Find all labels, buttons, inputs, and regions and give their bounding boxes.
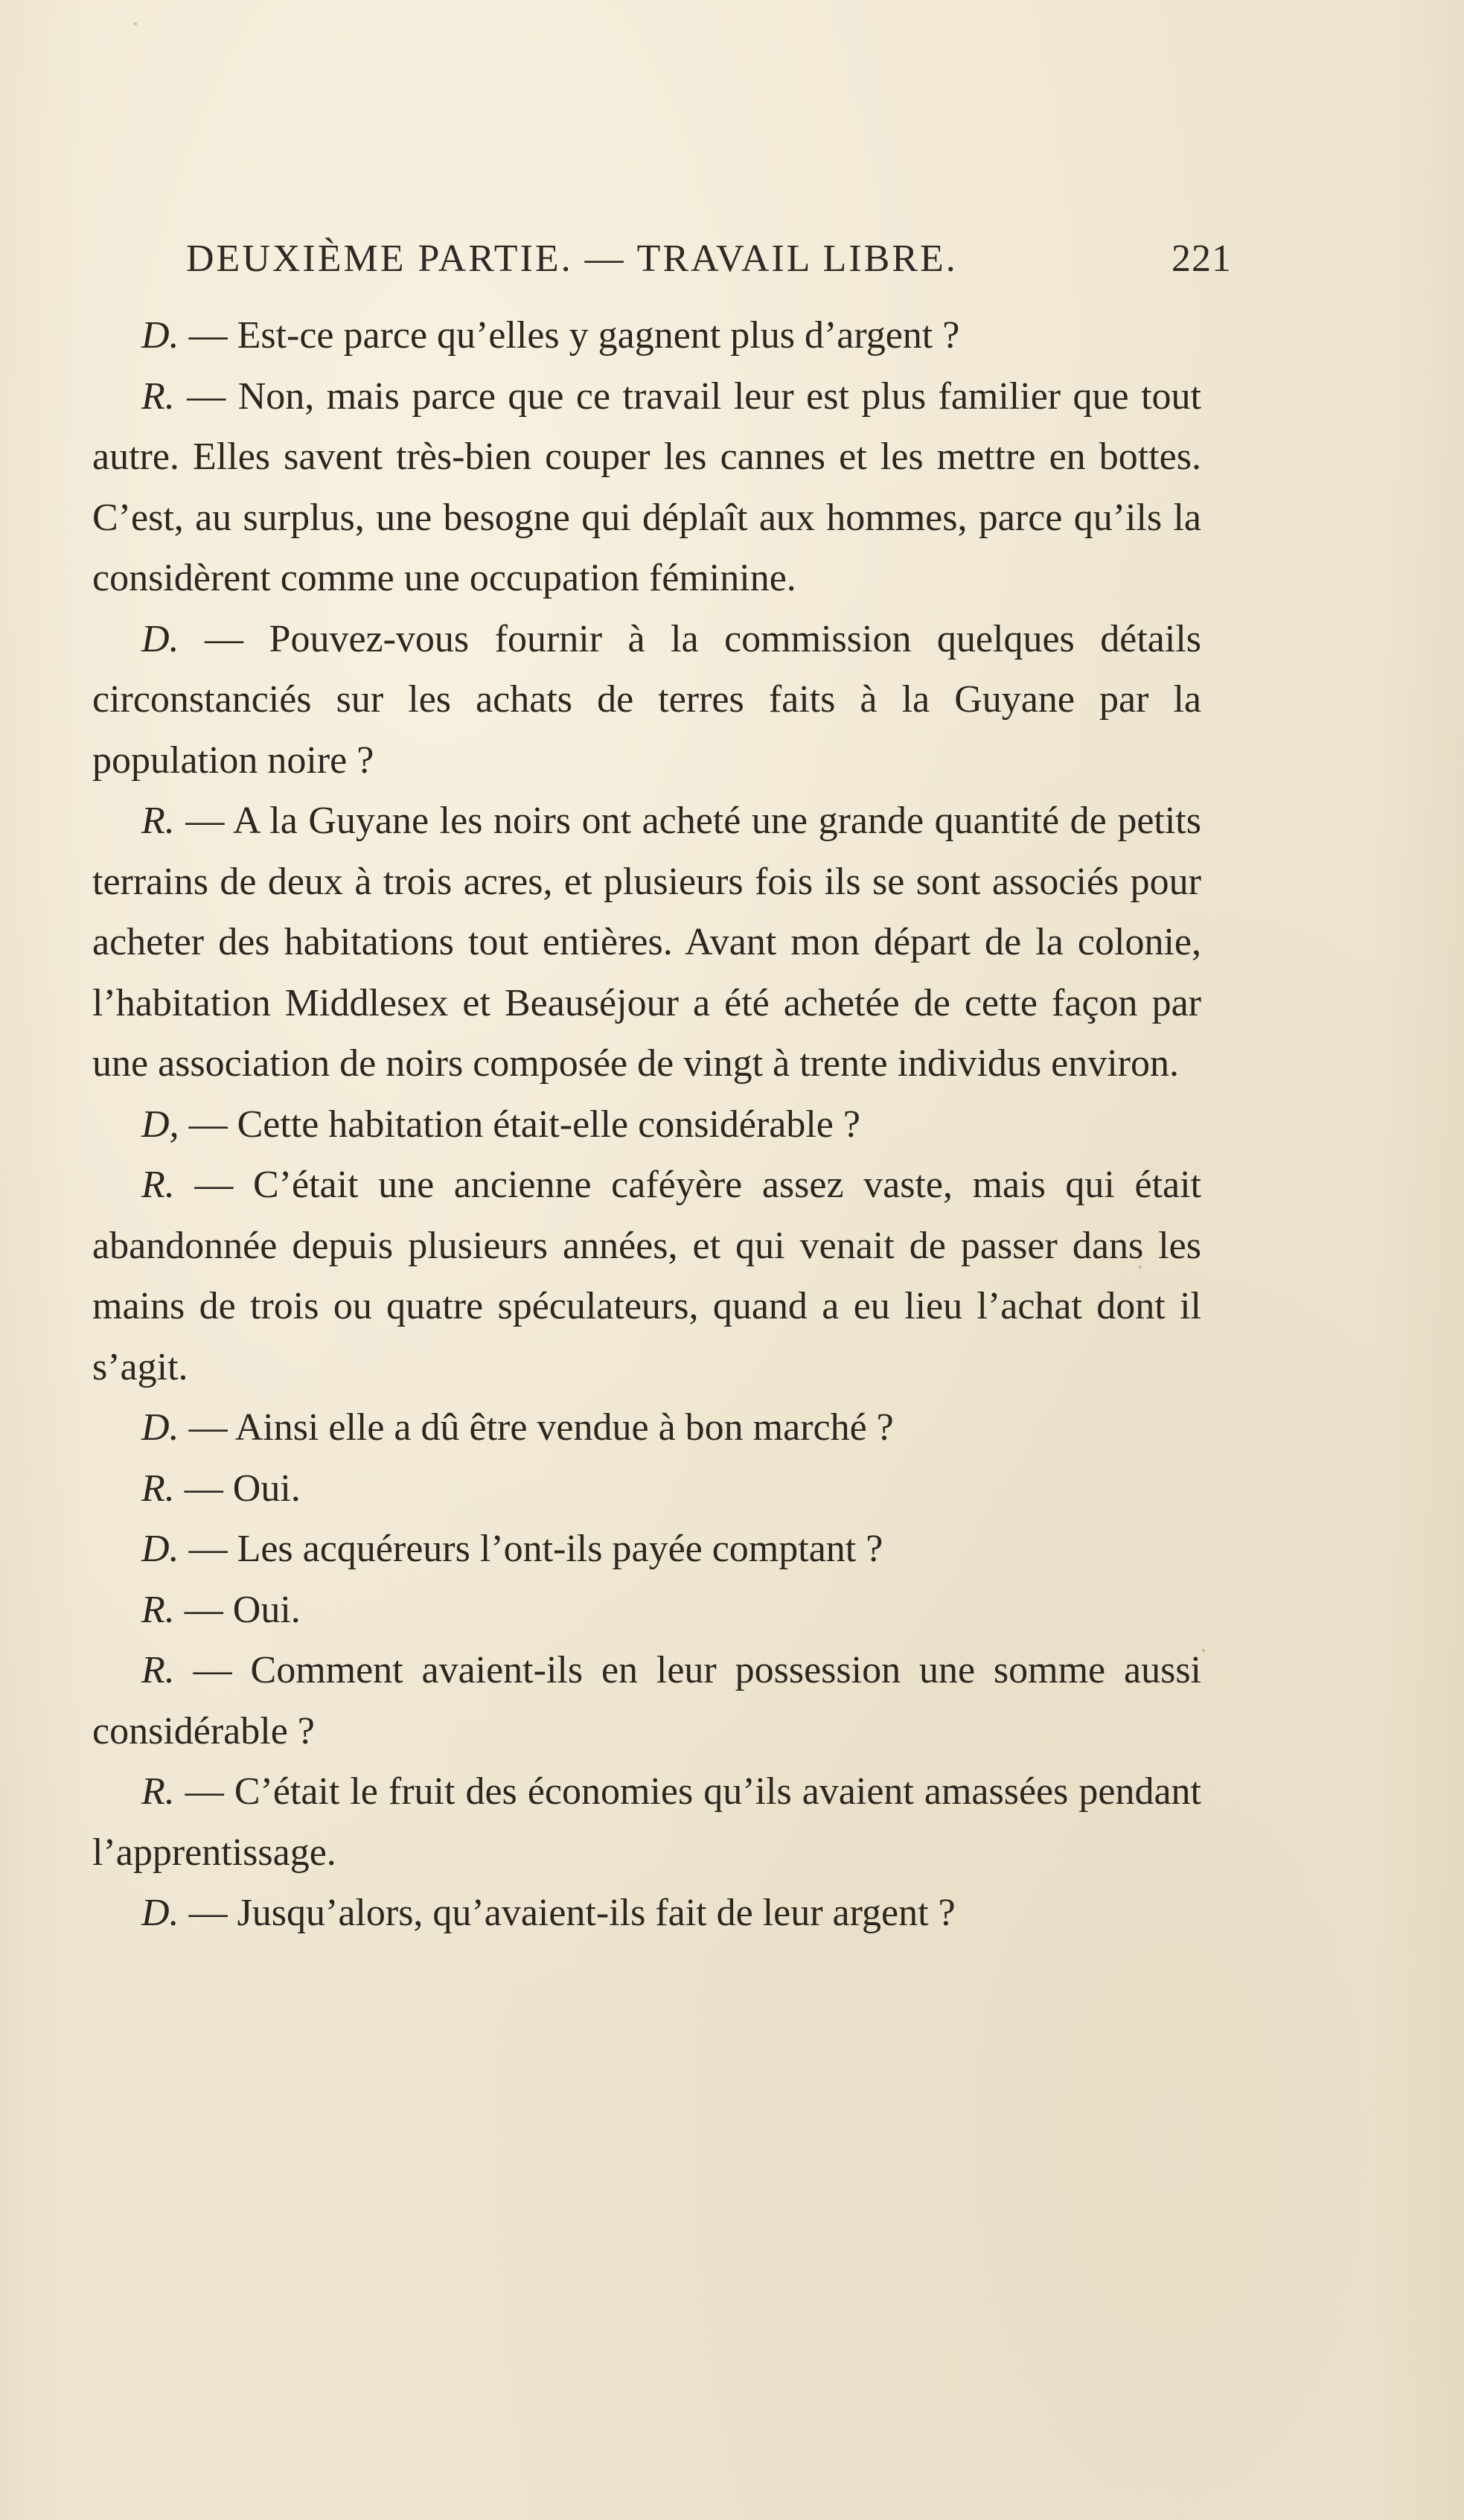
page-number: 221 bbox=[1171, 237, 1232, 280]
speaker-label: D. bbox=[141, 617, 179, 660]
paragraph-text: — Est-ce parce qu’elles y gagnent plus d’argent ? bbox=[179, 314, 960, 357]
speaker-label: R. bbox=[141, 1467, 175, 1510]
dialogue-paragraph bbox=[92, 1883, 1201, 1944]
dialogue-paragraph bbox=[92, 1094, 1201, 1155]
paper-speck bbox=[1139, 1266, 1142, 1269]
speaker-label: D. bbox=[141, 1892, 179, 1934]
paragraph-text: — C’était une ancienne caféyère assez vaste, mais qui était abandonnée depuis plusieurs années, et qui venait de passer dans les mains de trois ou quatre spéculateurs, quand a eu lieu l’achat dont il s’agit. bbox=[92, 1164, 1201, 1388]
speaker-label: R. bbox=[141, 1588, 175, 1631]
speaker-label: D. bbox=[141, 314, 179, 357]
paragraph-text: — Pouvez-vous fournir à la commission quelques détails circonstanciés sur les achats de terres faits à la Guyane par la population noire ? bbox=[92, 617, 1201, 782]
paper-speck bbox=[1202, 1649, 1205, 1652]
paragraph-text: — Comment avaient-ils en leur possession une somme aussi considérable ? bbox=[92, 1649, 1201, 1752]
dialogue-paragraph bbox=[92, 609, 1201, 791]
speaker-label: R. bbox=[141, 1649, 175, 1691]
paper-speck bbox=[134, 22, 137, 25]
dialogue-paragraph bbox=[92, 1458, 1201, 1519]
speaker-label: R. bbox=[141, 1164, 175, 1206]
running-title: DEUXIÈME PARTIE. — TRAVAIL LIBRE. bbox=[186, 237, 958, 280]
paper-speck bbox=[729, 815, 732, 818]
dialogue-paragraph bbox=[92, 1519, 1201, 1580]
paragraph-text: — A la Guyane les noirs ont acheté une grande quantité de petits terrains de deux à trois acres, et plusieurs fois ils se sont associés pour acheter des habitations tout entières. Avant mon départ de la colonie, l’habitation Middlesex et Beauséjour a été achetée de cette façon par une association de noirs composée de vingt à trente individus environ. bbox=[92, 800, 1201, 1085]
dialogue-paragraph bbox=[92, 1761, 1201, 1883]
dialogue-paragraph bbox=[92, 366, 1201, 609]
paragraph-text: — Cette habitation était-elle considérable ? bbox=[179, 1103, 860, 1146]
paragraph-text: — Non, mais parce que ce travail leur est plus familier que tout autre. Elles savent très-bien couper les cannes et les mettre en bottes. C’est, au surplus, une besogne qui déplaît aux hommes, parce qu’ils la considèrent comme une occupation féminine. bbox=[92, 374, 1201, 599]
speaker-label: R. bbox=[141, 1770, 175, 1813]
paragraph-text: — Oui. bbox=[174, 1588, 301, 1631]
dialogue-paragraph bbox=[92, 1397, 1201, 1458]
paragraph-text: — C’était le fruit des économies qu’ils avaient amassées pendant l’apprentissage. bbox=[92, 1770, 1201, 1874]
paragraph-text: — Les acquéreurs l’ont-ils payée comptant ? bbox=[179, 1528, 883, 1570]
paragraph-text: — Jusqu’alors, qu’avaient-ils fait de leur argent ? bbox=[179, 1892, 956, 1934]
speaker-label: R. bbox=[141, 800, 175, 842]
running-header bbox=[186, 237, 1232, 296]
dialogue-paragraph bbox=[92, 1155, 1201, 1397]
paragraph-text: — Oui. bbox=[174, 1467, 301, 1510]
speaker-label: D. bbox=[141, 1406, 179, 1449]
body-text bbox=[92, 305, 1201, 1944]
dialogue-paragraph bbox=[92, 305, 1201, 366]
speaker-label: R. bbox=[141, 374, 175, 418]
paragraph-text: — Ainsi elle a dû être vendue à bon marché ? bbox=[179, 1406, 894, 1449]
dialogue-paragraph bbox=[92, 1580, 1201, 1641]
dialogue-paragraph bbox=[92, 791, 1201, 1094]
speaker-label: D. bbox=[141, 1528, 179, 1570]
speaker-label: D, bbox=[141, 1103, 179, 1146]
dialogue-paragraph bbox=[92, 1640, 1201, 1761]
